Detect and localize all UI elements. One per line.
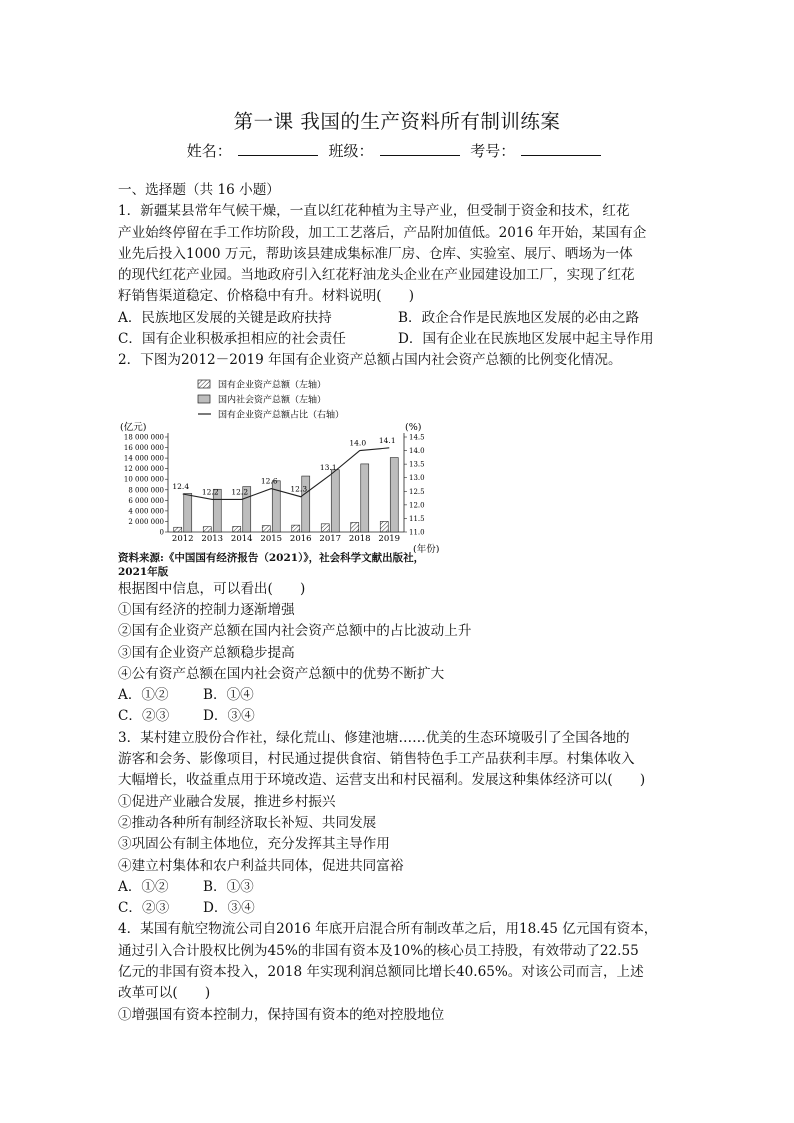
class-blank[interactable]	[380, 141, 460, 156]
q2-item-1: ①国有经济的控制力逐渐增强	[118, 601, 295, 618]
q3-item-4: ④建立村集体和农户利益共同体，促进共同富裕	[118, 857, 404, 874]
q1-stem-line: 籽销售渠道稳定、价格稳中有升。材料说明( )	[118, 288, 415, 305]
bar-state-assets	[262, 525, 270, 531]
exam-number-label: 考号：	[470, 142, 516, 160]
question-2	[118, 350, 684, 727]
q4-stem-line: 改革可以( )	[118, 985, 211, 1002]
q2-prompt: 根据图中信息，可以看出( )	[118, 580, 306, 597]
q4-stem-line: 亿元的非国有资本投入，2018 年实现利润总额同比增长40.65%。对该公司而言，上述	[118, 964, 644, 981]
legend-swatch-state-assets	[198, 380, 210, 388]
bar-social-assets	[361, 464, 369, 532]
legend-label: 国内社会资产总额（左轴）	[218, 395, 327, 406]
legend-label: 国有企业资产总额占比（右轴）	[218, 410, 345, 421]
left-axis-tick-label: 0	[159, 528, 164, 537]
q2-option-b[interactable]: B．①④	[203, 687, 254, 704]
x-axis-tick-label: 2013	[201, 533, 224, 544]
ratio-data-label: 14.0	[349, 438, 367, 448]
q3-item-1: ①促进产业融合发展，推进乡村振兴	[118, 793, 336, 810]
section-heading: 一、选择题（共 16 小题）	[118, 182, 280, 198]
ratio-data-label: 12.4	[172, 481, 190, 491]
bar-social-assets	[184, 493, 192, 532]
q3-option-c[interactable]: C．②③	[118, 900, 170, 917]
ratio-data-label: 13.1	[319, 462, 337, 472]
q3-option-a[interactable]: A．①②	[118, 878, 169, 895]
q2-option-d[interactable]: D．③④	[203, 708, 255, 725]
ratio-data-label: 12.6	[260, 476, 278, 486]
page-title: 第一课 我国的生产资料所有制训练案	[233, 110, 561, 133]
q3-option-b[interactable]: B．①③	[203, 878, 254, 895]
right-axis-tick-label: 13.0	[409, 473, 425, 482]
q2-chart	[118, 375, 684, 553]
q4-item-1: ①增强国有资本控制力，保持国有资本的绝对控股地位	[118, 1006, 445, 1023]
q2-item-4: ④公有资产总额在国内社会资产总额中的优势不断扩大	[118, 665, 445, 682]
q2-stem: 2．下图为2012－2019 年国有企业资产总额占国内社会资产总额的比例变化情况。	[118, 352, 622, 369]
ratio-data-label: 12.2	[201, 487, 219, 497]
chart-legend	[198, 378, 344, 420]
left-axis-tick-label: 4 000 000	[128, 507, 164, 516]
exam-number-blank[interactable]	[521, 141, 601, 156]
bar-state-assets	[292, 525, 300, 532]
bar-state-assets	[174, 527, 182, 532]
q1-option-a[interactable]: A．民族地区发展的关键是政府扶持	[118, 309, 332, 326]
right-axis-tick-label: 14.0	[409, 446, 425, 455]
plot-area	[124, 433, 425, 544]
name-label: 姓名：	[186, 142, 232, 160]
right-axis-tick-label: 13.5	[409, 460, 425, 469]
bar-social-assets	[390, 457, 398, 531]
left-axis-unit: (亿元)	[120, 421, 147, 433]
left-axis-tick-label: 16 000 000	[123, 443, 164, 452]
ratio-data-label: 12.2	[231, 487, 249, 497]
class-label: 班级：	[328, 142, 374, 160]
q4-stem-line: 4．某国有航空物流公司自2016 年底开启混合所有制改革之后，用18.45 亿元国有资本，	[118, 921, 658, 938]
q4-stem-line: 通过引入合计股权比例为45%的非国有资本及10%的核心员工持股，有效带动了22.55	[118, 942, 639, 959]
bar-state-assets	[203, 526, 211, 531]
left-axis-tick-label: 6 000 000	[128, 496, 164, 505]
q1-option-b[interactable]: B．政企合作是民族地区发展的必由之路	[398, 309, 640, 326]
bar-state-assets	[351, 522, 359, 532]
q3-stem-line: 3．某村建立股份合作社，绿化荒山、修建池塘……优美的生态环境吸引了全国各地的	[118, 729, 630, 746]
q3-item-3: ③巩固公有制主体地位，充分发挥其主导作用	[118, 836, 390, 853]
ratio-data-label: 12.3	[290, 484, 308, 494]
legend-swatch-social-assets	[198, 395, 210, 403]
left-axis-tick-label: 2 000 000	[128, 517, 164, 526]
q3-stem-line: 游客和会务、影像项目，村民通过提供食宿、销售特色手工产品获利丰厚。村集体收入	[118, 751, 635, 768]
right-axis-tick-label: 12.5	[409, 487, 425, 496]
x-axis-tick-label: 2015	[260, 533, 283, 544]
right-axis-tick-label: 14.5	[409, 433, 425, 442]
q1-stem-line: 产业始终停留在手工作坊阶段，加工工艺落后，产品附加值低。2016 年开始，某国有企	[118, 224, 647, 241]
x-axis-tick-label: 2014	[230, 533, 253, 544]
x-axis-tick-label: 2018	[348, 533, 371, 544]
bar-state-assets	[321, 523, 329, 531]
q1-option-d[interactable]: D．国有企业在民族地区发展中起主导作用	[398, 331, 654, 348]
q3-option-d[interactable]: D．③④	[203, 900, 255, 917]
bar-social-assets	[331, 469, 339, 531]
x-axis-unit: (年份)	[413, 543, 440, 553]
q3-item-2: ②推动各种所有制经济取长补短、共同发展	[118, 814, 377, 831]
q1-option-c[interactable]: C．国有企业积极承担相应的社会责任	[118, 331, 346, 348]
right-axis-unit: (%)	[405, 421, 422, 433]
right-axis-tick-label: 11.5	[409, 514, 425, 523]
left-axis-tick-label: 18 000 000	[123, 433, 164, 442]
bar-social-assets	[272, 480, 280, 531]
q2-item-2: ②国有企业资产总额在国内社会资产总额中的占比波动上升	[118, 623, 472, 640]
x-axis-tick-label: 2017	[319, 533, 342, 544]
left-axis-tick-label: 14 000 000	[123, 454, 164, 463]
left-axis-tick-label: 12 000 000	[123, 464, 164, 473]
right-axis-tick-label: 11.0	[409, 528, 425, 537]
q3-stem-line: 大幅增长，收益重点用于环境改造、运营支出和村民福利。发展这种集体经济可以( )	[118, 772, 646, 789]
bar-state-assets	[380, 521, 388, 532]
question-4	[118, 919, 684, 1025]
q1-stem-line: 1．新疆某县常年气候干燥，一直以红花种植为主导产业，但受制于资金和技术，红花	[118, 203, 630, 220]
student-info-row	[0, 140, 794, 161]
left-axis-tick-label: 10 000 000	[123, 475, 164, 484]
q1-stem-line: 的现代红花产业园。当地政府引入红花籽油龙头企业在产业园建设加工厂，实现了红花	[118, 267, 635, 284]
question-1	[118, 201, 684, 350]
x-axis-tick-label: 2016	[289, 533, 312, 544]
question-3	[118, 728, 684, 920]
x-axis-tick-label: 2019	[378, 533, 401, 544]
bar-line-chart	[118, 375, 463, 553]
ratio-data-label: 14.1	[378, 435, 396, 445]
right-axis-tick-label: 12.0	[409, 501, 425, 510]
q2-item-3: ③国有企业资产总额稳步提高	[118, 644, 295, 661]
name-blank[interactable]	[238, 141, 318, 156]
q1-stem-line: 业先后投入1000 万元，帮助该县建成集标准厂房、仓库、实验室、展厅、晒场为一体	[118, 245, 633, 262]
q2-option-c[interactable]: C．②③	[118, 708, 170, 725]
x-axis-tick-label: 2012	[171, 533, 194, 544]
legend-label: 国有企业资产总额（左轴）	[218, 380, 327, 391]
left-axis-tick-label: 8 000 000	[128, 485, 164, 494]
chart-source-note: 资料来源:《中国国有经济报告（2021）》，社会科学文献出版社，2021年版	[118, 551, 425, 578]
question-body	[118, 180, 684, 1026]
q2-option-a[interactable]: A．①②	[118, 687, 169, 704]
bar-state-assets	[233, 526, 241, 532]
